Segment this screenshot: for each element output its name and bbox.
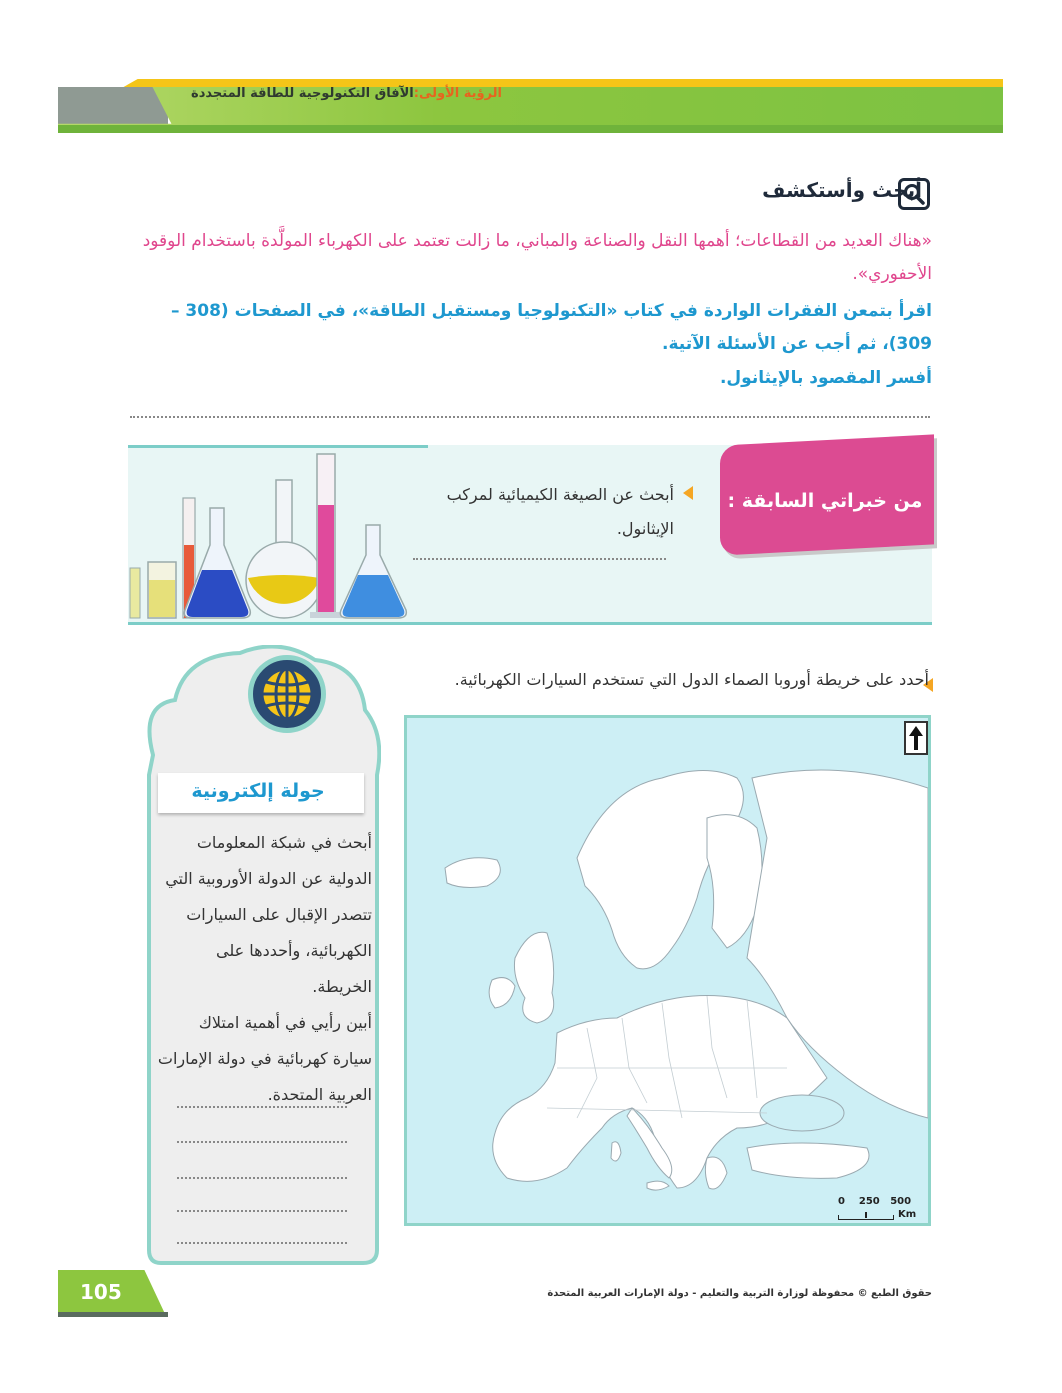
experience-top-line [128,445,428,448]
answer-line-ethanol[interactable] [130,416,930,418]
globe-icon [248,655,326,733]
map-question: أحدد على خريطة أوروبا الصماء الدول التي تستخدم السيارات الكهربائية. [454,670,929,689]
footer-line [58,1312,168,1317]
scale-unit: Km [898,1209,917,1220]
map-scale [838,1196,916,1220]
header-unit-title: الآفاق التكنولوجية للطاقة المتجددة [191,86,414,101]
experience-badge-label: من خبراتي السابقة : [727,490,923,512]
etour-title: جولة إلكترونية [191,780,325,802]
ethanol-question: أفسر المقصود بالإيثانول. [719,368,932,388]
explore-quote: «هناك العديد من القطاعات؛ أهمها النقل والصناعة والمباني، ما زالت تعتمد على الكهرباء المولَّدة باستخدام الوقود الأحفوري». [142,231,932,284]
page-number: 105 [80,1280,122,1304]
explore-heading: أبحث وأستكشف [762,178,922,202]
answer-line-4[interactable] [177,1210,347,1212]
scale-values: 0 250 500 [838,1196,912,1207]
answer-line-5[interactable] [177,1242,347,1244]
copyright-text: حقوق الطبع © محفوظة لوزارة التربية والتعليم - دولة الإمارات العربية المتحدة [547,1288,932,1299]
etour-body [157,825,372,1113]
north-arrow-icon [904,721,928,755]
answer-line-1[interactable] [177,1106,347,1108]
etour-text-search: أبحث في شبكة المعلومات الدولية عن الدولة الأوروبية التي تتصدر الإقبال على السيارات الكهربائية، وأحددها على الخريطة. [165,833,372,996]
bullet-arrow-icon [683,486,693,500]
lab-glassware-illustration [128,450,418,620]
experience-question: أبحث عن الصيغة الكيميائية لمركب الإيثانول. [446,485,674,538]
answer-line-3[interactable] [177,1177,347,1179]
scale-bar [838,1215,894,1220]
answer-line-formula[interactable] [413,558,666,560]
etour-text-opinion: أبين رأيي في أهمية امتلاك سيارة كهربائية في دولة الإمارات العربية المتحدة. [157,1013,372,1104]
header-title [191,86,502,101]
answer-line-2[interactable] [177,1141,347,1143]
reading-instruction: اقرأ بتمعن الفقرات الواردة في كتاب «التكنولوجيا ومستقبل الطاقة»، في الصفحات (308 – 309)، ثم أجب عن الأسئلة الآتية. [171,301,932,354]
header-unit-label: الرؤية الأولى: [413,86,502,101]
europe-blank-map[interactable] [404,715,931,1226]
header-bottom-strip [58,125,1003,133]
europe-landmass [407,718,928,1223]
